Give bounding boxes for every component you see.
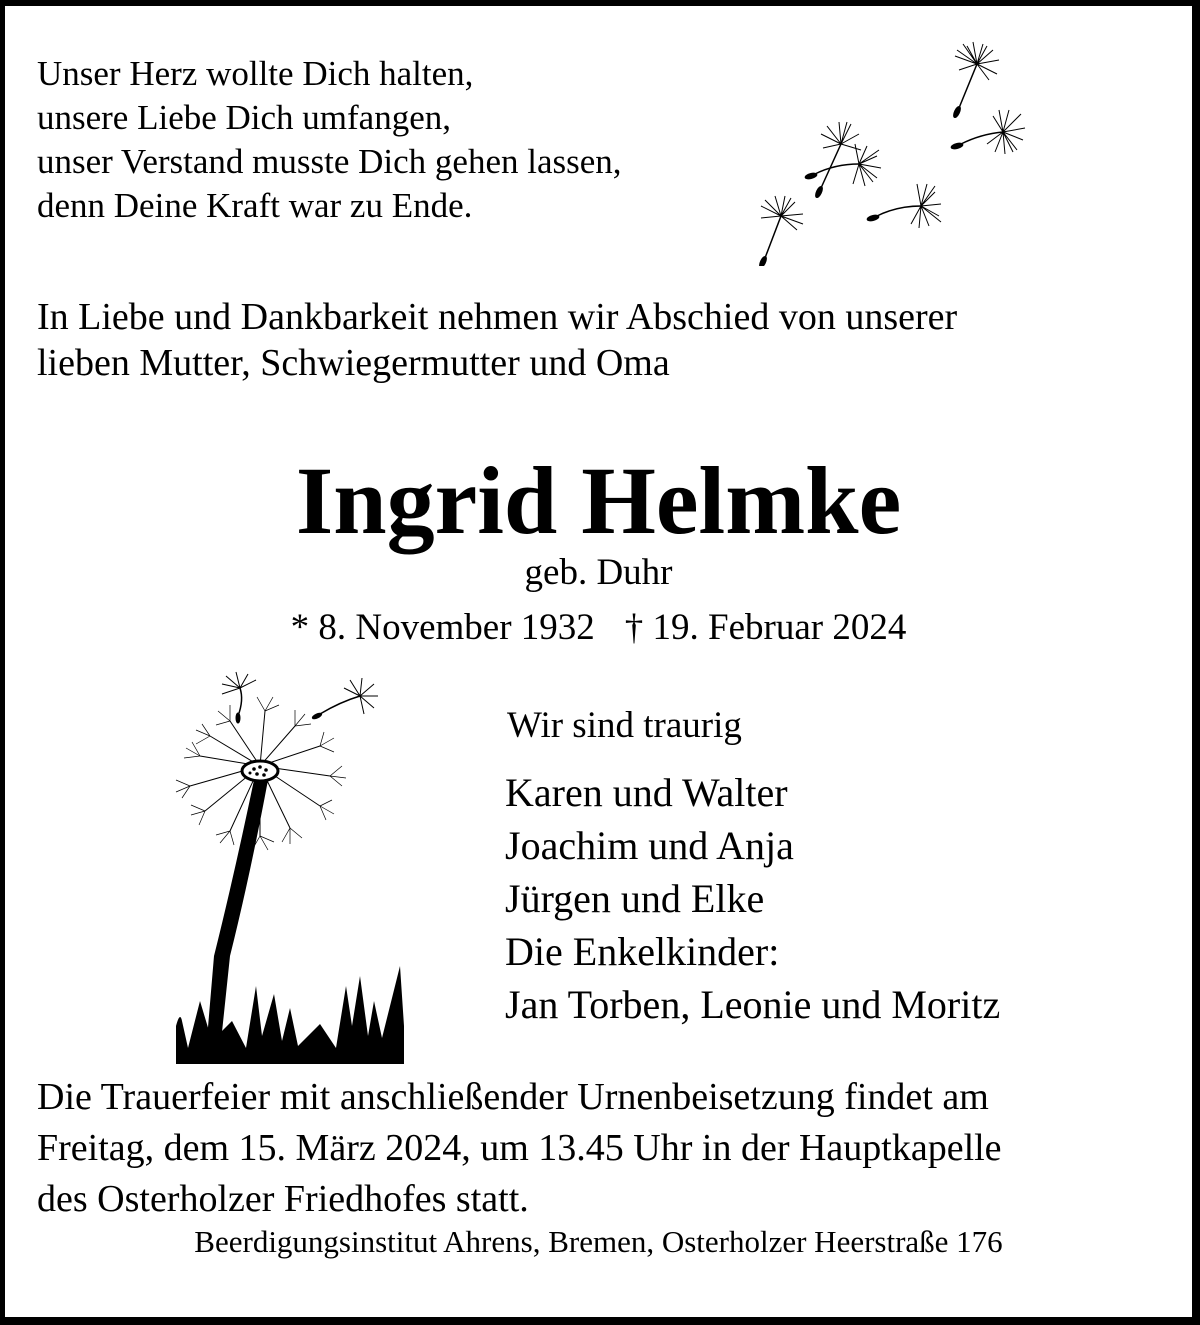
dandelion-seeds-icon	[725, 16, 1055, 266]
intro-line: In Liebe und Dankbarkeit nehmen wir Abschied von unserer	[37, 296, 958, 338]
poem-line: denn Deine Kraft war zu Ende.	[37, 186, 473, 225]
mourner: Jürgen und Elke	[505, 876, 765, 921]
dandelion-flower-icon	[160, 656, 410, 1066]
poem	[37, 52, 622, 228]
service-info	[37, 1072, 1002, 1225]
mourner: Joachim und Anja	[505, 823, 794, 868]
intro-text	[37, 294, 957, 386]
death-date: † 19. Februar 2024	[624, 607, 907, 648]
mourners-heading: Wir sind traurig	[507, 705, 742, 746]
mourners-list	[505, 766, 1000, 1031]
service-line: Die Trauerfeier mit anschließender Urnenbeisetzung findet am	[37, 1076, 989, 1118]
service-line: Freitag, dem 15. März 2024, um 13.45 Uhr in der Hauptkapelle	[37, 1127, 1002, 1169]
mourner: Karen und Walter	[505, 770, 788, 815]
service-line: des Osterholzer Friedhofes statt.	[37, 1178, 529, 1220]
obituary-card	[5, 6, 1192, 1317]
deceased-name: Ingrid Helmke	[295, 447, 902, 554]
birth-date: * 8. November 1932	[290, 607, 595, 648]
intro-line: lieben Mutter, Schwiegermutter und Oma	[37, 342, 670, 384]
undertaker-line: Beerdigungsinstitut Ahrens, Bremen, Osterholzer Heerstraße 176	[194, 1224, 1003, 1259]
maiden-name: geb. Duhr	[524, 552, 673, 593]
poem-line: unsere Liebe Dich umfangen,	[37, 98, 452, 137]
mourner: Jan Torben, Leonie und Moritz	[505, 982, 1001, 1027]
poem-line: Unser Herz wollte Dich halten,	[37, 54, 474, 93]
life-dates	[5, 606, 1192, 650]
poem-line: unser Verstand musste Dich gehen lassen,	[37, 142, 622, 181]
mourner: Die Enkelkinder:	[505, 929, 780, 974]
